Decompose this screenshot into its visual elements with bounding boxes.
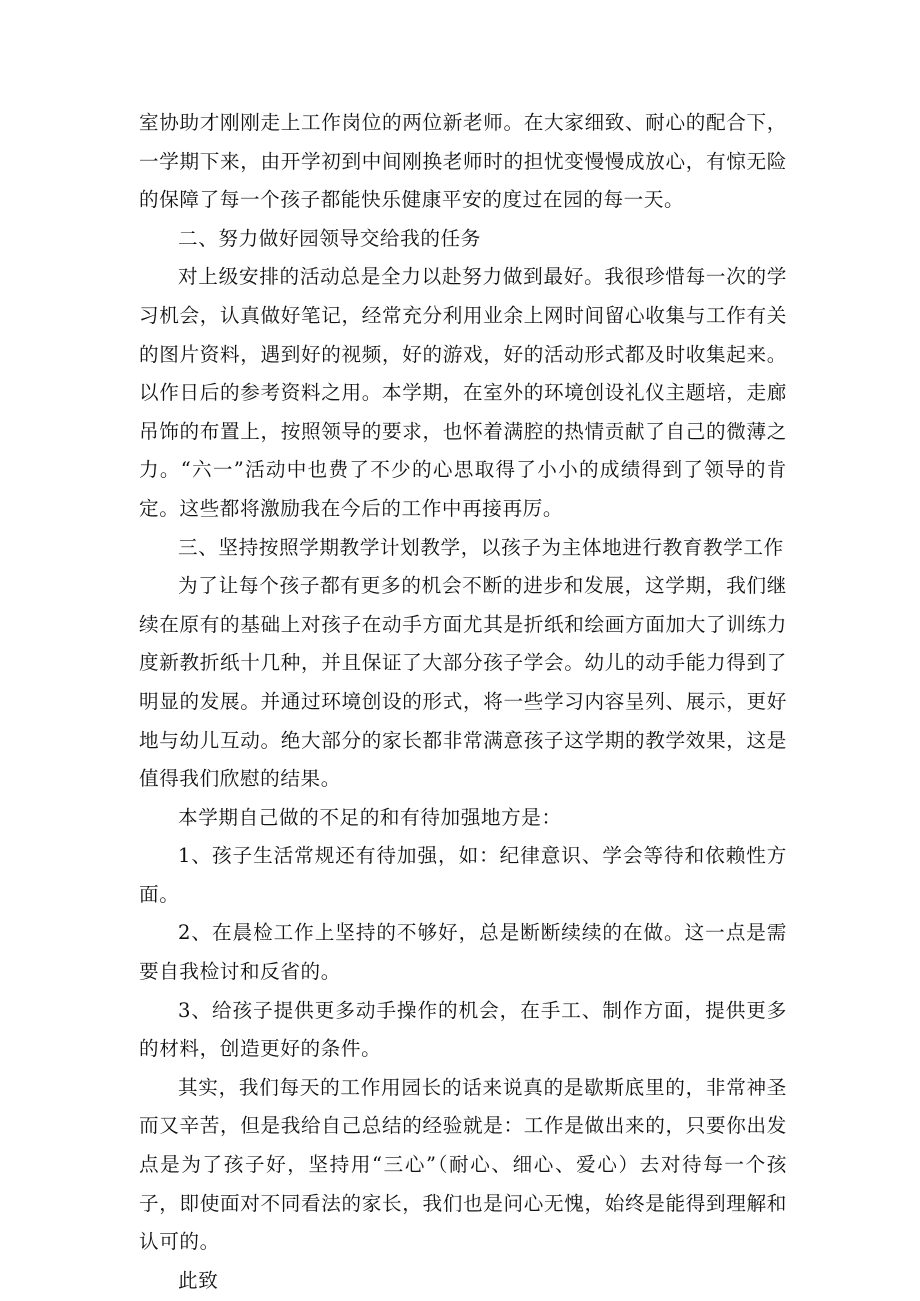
section-heading-2: 二、努力做好园领导交给我的任务 — [178, 226, 481, 250]
paragraph-summary: 其实，我们每天的工作用园长的话来说真的是歇斯底里的，非常神圣而又辛苦，但是我给自己总结的经验就是：工作是做出来的，只要你出发点是为了孩子好，坚持用“三心”（耐心、细心、爱心）去对待每一个孩子，即使面对不同看法的家长，我们也是问心无愧，始终是能得到理解和认可的。 — [139, 1075, 787, 1254]
paragraph-continuation: 室协助才刚刚走上工作岗位的两位新老师。在大家细致、耐心的配合下，一学期下来，由开学初到中间刚换老师时的担忧变慢慢成放心，有惊无险的保障了每一个孩子都能快乐健康平安的度过在园的每一天。 — [139, 111, 787, 212]
list-item: 2、在晨检工作上坚持的不够好，总是断断续续的在做。这一点是需要自我检讨和反省的。 — [139, 921, 787, 984]
document-body — [139, 104, 787, 1300]
paragraph-shortcomings-intro: 本学期自己做的不足的和有待加强地方是： — [178, 805, 562, 829]
closing-salutation: 此致 — [178, 1268, 219, 1292]
list-item: 1、孩子生活常规还有待加强，如：纪律意识、学会等待和依赖性方面。 — [139, 844, 787, 906]
list-item: 3、给孩子提供更多动手操作的机会，在手工、制作方面，提供更多的材料，创造更好的条件。 — [139, 998, 787, 1061]
paragraph: 为了让每个孩子都有更多的机会不断的进步和发展，这学期，我们继续在原有的基础上对孩子在动手方面尤其是折纸和绘画方面加大了训练力度新教折纸十几种，并且保证了大部分孩子学会。幼儿的动手能力得到了明显的发展。并通过环境创设的形式，将一些学习内容呈列、展示，更好地与幼儿互动。绝大部分的家长都非常满意孩子这学期的教学效果，这是值得我们欣慰的结果。 — [139, 574, 787, 791]
paragraph: 对上级安排的活动总是全力以赴努力做到最好。我很珍惜每一次的学习机会，认真做好笔记，经常充分利用业余上网时间留心收集与工作有关的图片资料，遇到好的视频，好的游戏，好的活动形式都及时收集起来。以作日后的参考资料之用。本学期，在室外的环境创设礼仪主题培，走廊吊饰的布置上，按照领导的要求，也怀着满腔的热情贡献了自己的微薄之力。“六一”活动中也费了不少的心思取得了小小的成绩得到了领导的肯定。这些都将激励我在今后的工作中再接再厉。 — [139, 265, 787, 520]
section-heading-3: 三、坚持按照学期教学计划教学，以孩子为主体地进行教育教学工作 — [178, 535, 784, 559]
